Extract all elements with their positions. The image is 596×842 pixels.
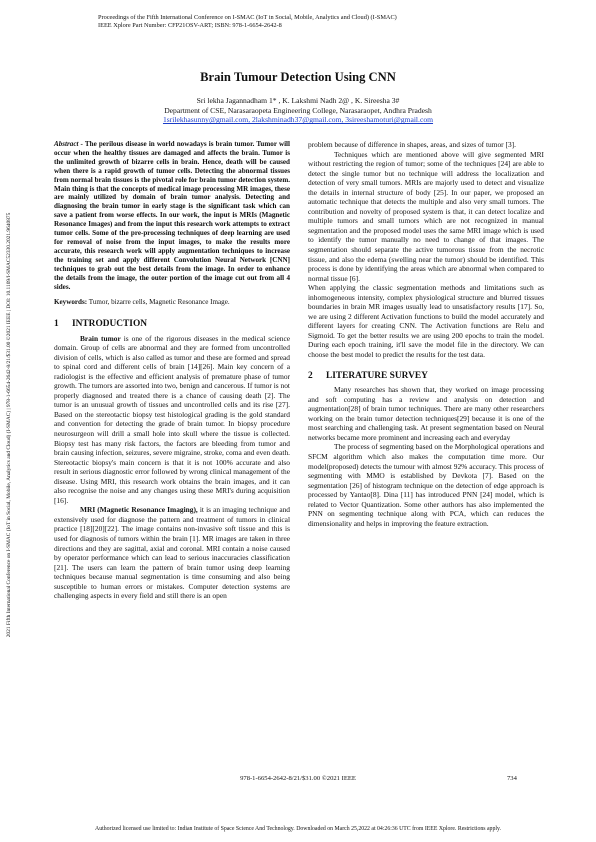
intro-p1-lead: Brain tumor [80, 333, 121, 343]
intro-p2-text: it is an imaging technique and extensively used for diagnose the pattern and treatment of tumors in clinical practice [18][20][22]. The image contains non-invasive soft tissue and this is used for diagnosis of tumors within the brain [1]. MR images are taken in three directions and they are sagittal, axial and coronal. MRI contain a noise caused by operator performance which can lead to serious inaccuracies classification [21]. The users can learn the pattern of brain tumor using deep learning techniques because manual segmentation is time consuming and also being susceptible to human errors or mistakes. Computer detection systems are challenging aspects in every field and still there is an open [54, 505, 290, 601]
running-header [98, 14, 397, 31]
author-affiliation: Department of CSE, Narasaraopeta Engineering College, Narasaraopet, Andhra Pradesh [164, 105, 432, 115]
header-line-2: IEEE Xplore Part Number: CFP21OSV-ART; ISBN: 978-1-6654-2642-8 [98, 22, 282, 30]
author-emails[interactable]: 1srilekhasunny@gmail.com, 2lakshminadh37@gmail.com, 3sireeshamoturi@gmail.com [162, 115, 434, 125]
section-title: INTRODUCTION [72, 318, 148, 329]
right-column [308, 140, 544, 528]
sidebar-citation [3, 95, 15, 755]
sidebar-citation-text: 2021 Fifth International Conference on I-SMAC (IoT in Social, Mobile, Analytics and Cloud) (I-SMAC) | 978-1-6654-2642-8/21/$31.00 ©2021 IEEE | DOI: 10.1109/I-SMAC52330.2021.9640875 [6, 212, 12, 638]
keywords [54, 298, 290, 308]
abstract-label: Abstract [54, 140, 79, 148]
intro-paragraph-3: Techniques which are mentioned above will give segmented MRI without restricting the region of tumor; some of the techniques [24] are able to detect the single tumor but no technique will address the localization and detection of very small tumors. MRIs are majorly used to detect and visualize the details in internal structure of body [25]. In our paper, we proposed an automatic technique that detects the multiple and also very small tumors. The contribution and novelty of proposed system is that, it can detect localize and multiple tumors and small tumors which are not recognized in manual segmentation and the proposed model uses the same MRI image which is used to identify the tumor manually no need to change of that images. The segmentation should separate the active tumorous tissue from the necrotic tissue, and also the edema (swelling near the tumor) should be identified. This process is done by identifying the areas which are abnormal when compared to normal tissue [6]. [308, 149, 544, 283]
abstract-text: - The perilous disease in world nowadays is brain tumor. Tumor will occur when the healthy tissues are damaged and affects the brain. Tumor is the unlimited growth of bizarre cells in brain. Hence, death will be caused when there is a rapid growth of tumor cells. Detecting the abnormal tissues from normal brain tissues is the pivotal role for brain tumor detection system. Main thing is that the concepts of medical image processing MR images, these are mainly utilized by domain of brain tumor analysis. Detecting and diagnosing the brain tumor in early stage is the significant task which can save a patient from worse effects. In our work, the input is MRIs (Magnetic Resonance Images) and from the input this research work attempts to extract tumor cells. Some of the pre-processing techniques of deep learning are used for removal of noise from the input images, to make the results more accurate, this research work will apply augmentation techniques to increase the training set and apply different Convolution Neural Network [CNN] techniques to grab out the best details from the image. In order to enhance the details from the image, the outer portion of the image cut out from all 4 sides. [54, 140, 290, 291]
section-number: 2 [308, 370, 313, 381]
footer-copyright: 978-1-6654-2642-8/21/$31.00 ©2021 IEEE [240, 775, 356, 782]
author-names: Sri lekha Jagannadham 1* , K. Lakshmi Nadh 2@ , K. Sireesha 3# [196, 96, 400, 105]
abstract [54, 140, 290, 291]
header-line-1: Proceedings of the Fifth International Conference on I-SMAC (IoT in Social, Mobile, Analytics and Cloud) (I-SMAC) [98, 14, 397, 21]
intro-paragraph-1 [54, 334, 290, 506]
keywords-label: Keywords: [54, 298, 88, 307]
left-column [54, 140, 290, 601]
intro-p2-lead: MRI (Magnetic Resonance Imaging), [80, 505, 198, 515]
paper-title: Brain Tumour Detection Using CNN [200, 70, 396, 84]
section-heading-literature-survey [308, 372, 544, 382]
section-number: 1 [54, 318, 59, 329]
license-notice: Authorized licensed use limited to: Indian Institute of Space Science And Technology. Downloaded on March 25,2022 at 04:26:36 UTC from IEEE Xplore. Restrictions apply. [95, 826, 501, 832]
intro-paragraph-4: When applying the classic segmentation methods and limitations such as inhomogeneous intensity, complex physiological structure and blurred tissues boundaries in brain MR images usually lead to unsatisfactory results [17]. So, we are using 2 different Activation functions to build the model accurately and different layers for creating CNN. The Activation functions are Relu and Sigmoid. To get the better results we are using 200 epochs to train the model. During each epoch training, it'll save the model file in the directory. We can choose the best model to predict the results for the test data. [308, 283, 544, 360]
section-title: LITERATURE SURVEY [326, 370, 428, 381]
section-heading-introduction [54, 320, 290, 330]
lit-paragraph-2: The process of segmenting based on the Morphological operations and SFCM algorithm which also makes the computation time more. Our model(proposed) detects the tumour with almost 92% accuracy. This process of segmenting with MMO is established by Devkota [7]. Based on the segmentation [26] of histogram technique on the detection of edge approach is processed by Yantao[8]. Dina [11] has introduced PNN [24] model, which is related to Vector Quantization. Some other authors has also implemented the PNN on segmenting technique along with PCA, which can reduces the dimensionality and helps in improving the feature extraction. [308, 442, 544, 528]
intro-paragraph-2-continued: problem because of difference in shapes, areas, and sizes of tumor [3]. [308, 140, 516, 149]
keywords-text: Tumor, bizarre cells, Magnetic Resonance Image. [87, 298, 230, 307]
intro-paragraph-2 [54, 505, 290, 600]
intro-p1-text: is one of the rigorous diseases in the medical science domain. Group of cells are abnormal and they are formed from uncontrolled division of cells, which is also called as tumor and these are formed and spread to spinal cord and different cells of brain [14][26]. Main key concern of a radiologist is the effective and efficient analysis of premature phase of tumor growth. The tumors are assorted into two, benign and cancerous. If tumor is not properly diagnosed and treated there is a chance of causing death [2]. The tumor is an unusual growth of tissues and uncontrolled cells and its rise [27]. Based on the stereotactic biopsy test histological grading is the gold standard and convention for detecting the grade of brain tumor. In biopsy procedure neurosurgeon will drill a small hole into skull where the tissue is collected. Biopsy test has many risk factors, the factors are bleeding from tumor and brain causing infection, seizures, severe migraine, stroke, coma and even death. Stereotactic biopsy's main concern is that it is not 100% accurate and also result in serious diagnostic error followed by wrong clinical management of the disease. Using MRI, this research work obtains the brain images, and it can also recognise the noise and any changes using these MRI's during acquisition [16]. [54, 333, 291, 505]
lit-paragraph-1: Many researches has shown that, they worked on image processing and soft computing has a review and analysis on detection and augmentation[28] of brain tumor techniques. There are many other researchers working on the brain tumor detection techniques[29] because it is one of the most searching and challenging task. At present segmentation based on Neural networks became more prominent and increasing each and everyday [308, 385, 544, 442]
author-block [0, 96, 596, 125]
page-number: 734 [507, 775, 517, 782]
